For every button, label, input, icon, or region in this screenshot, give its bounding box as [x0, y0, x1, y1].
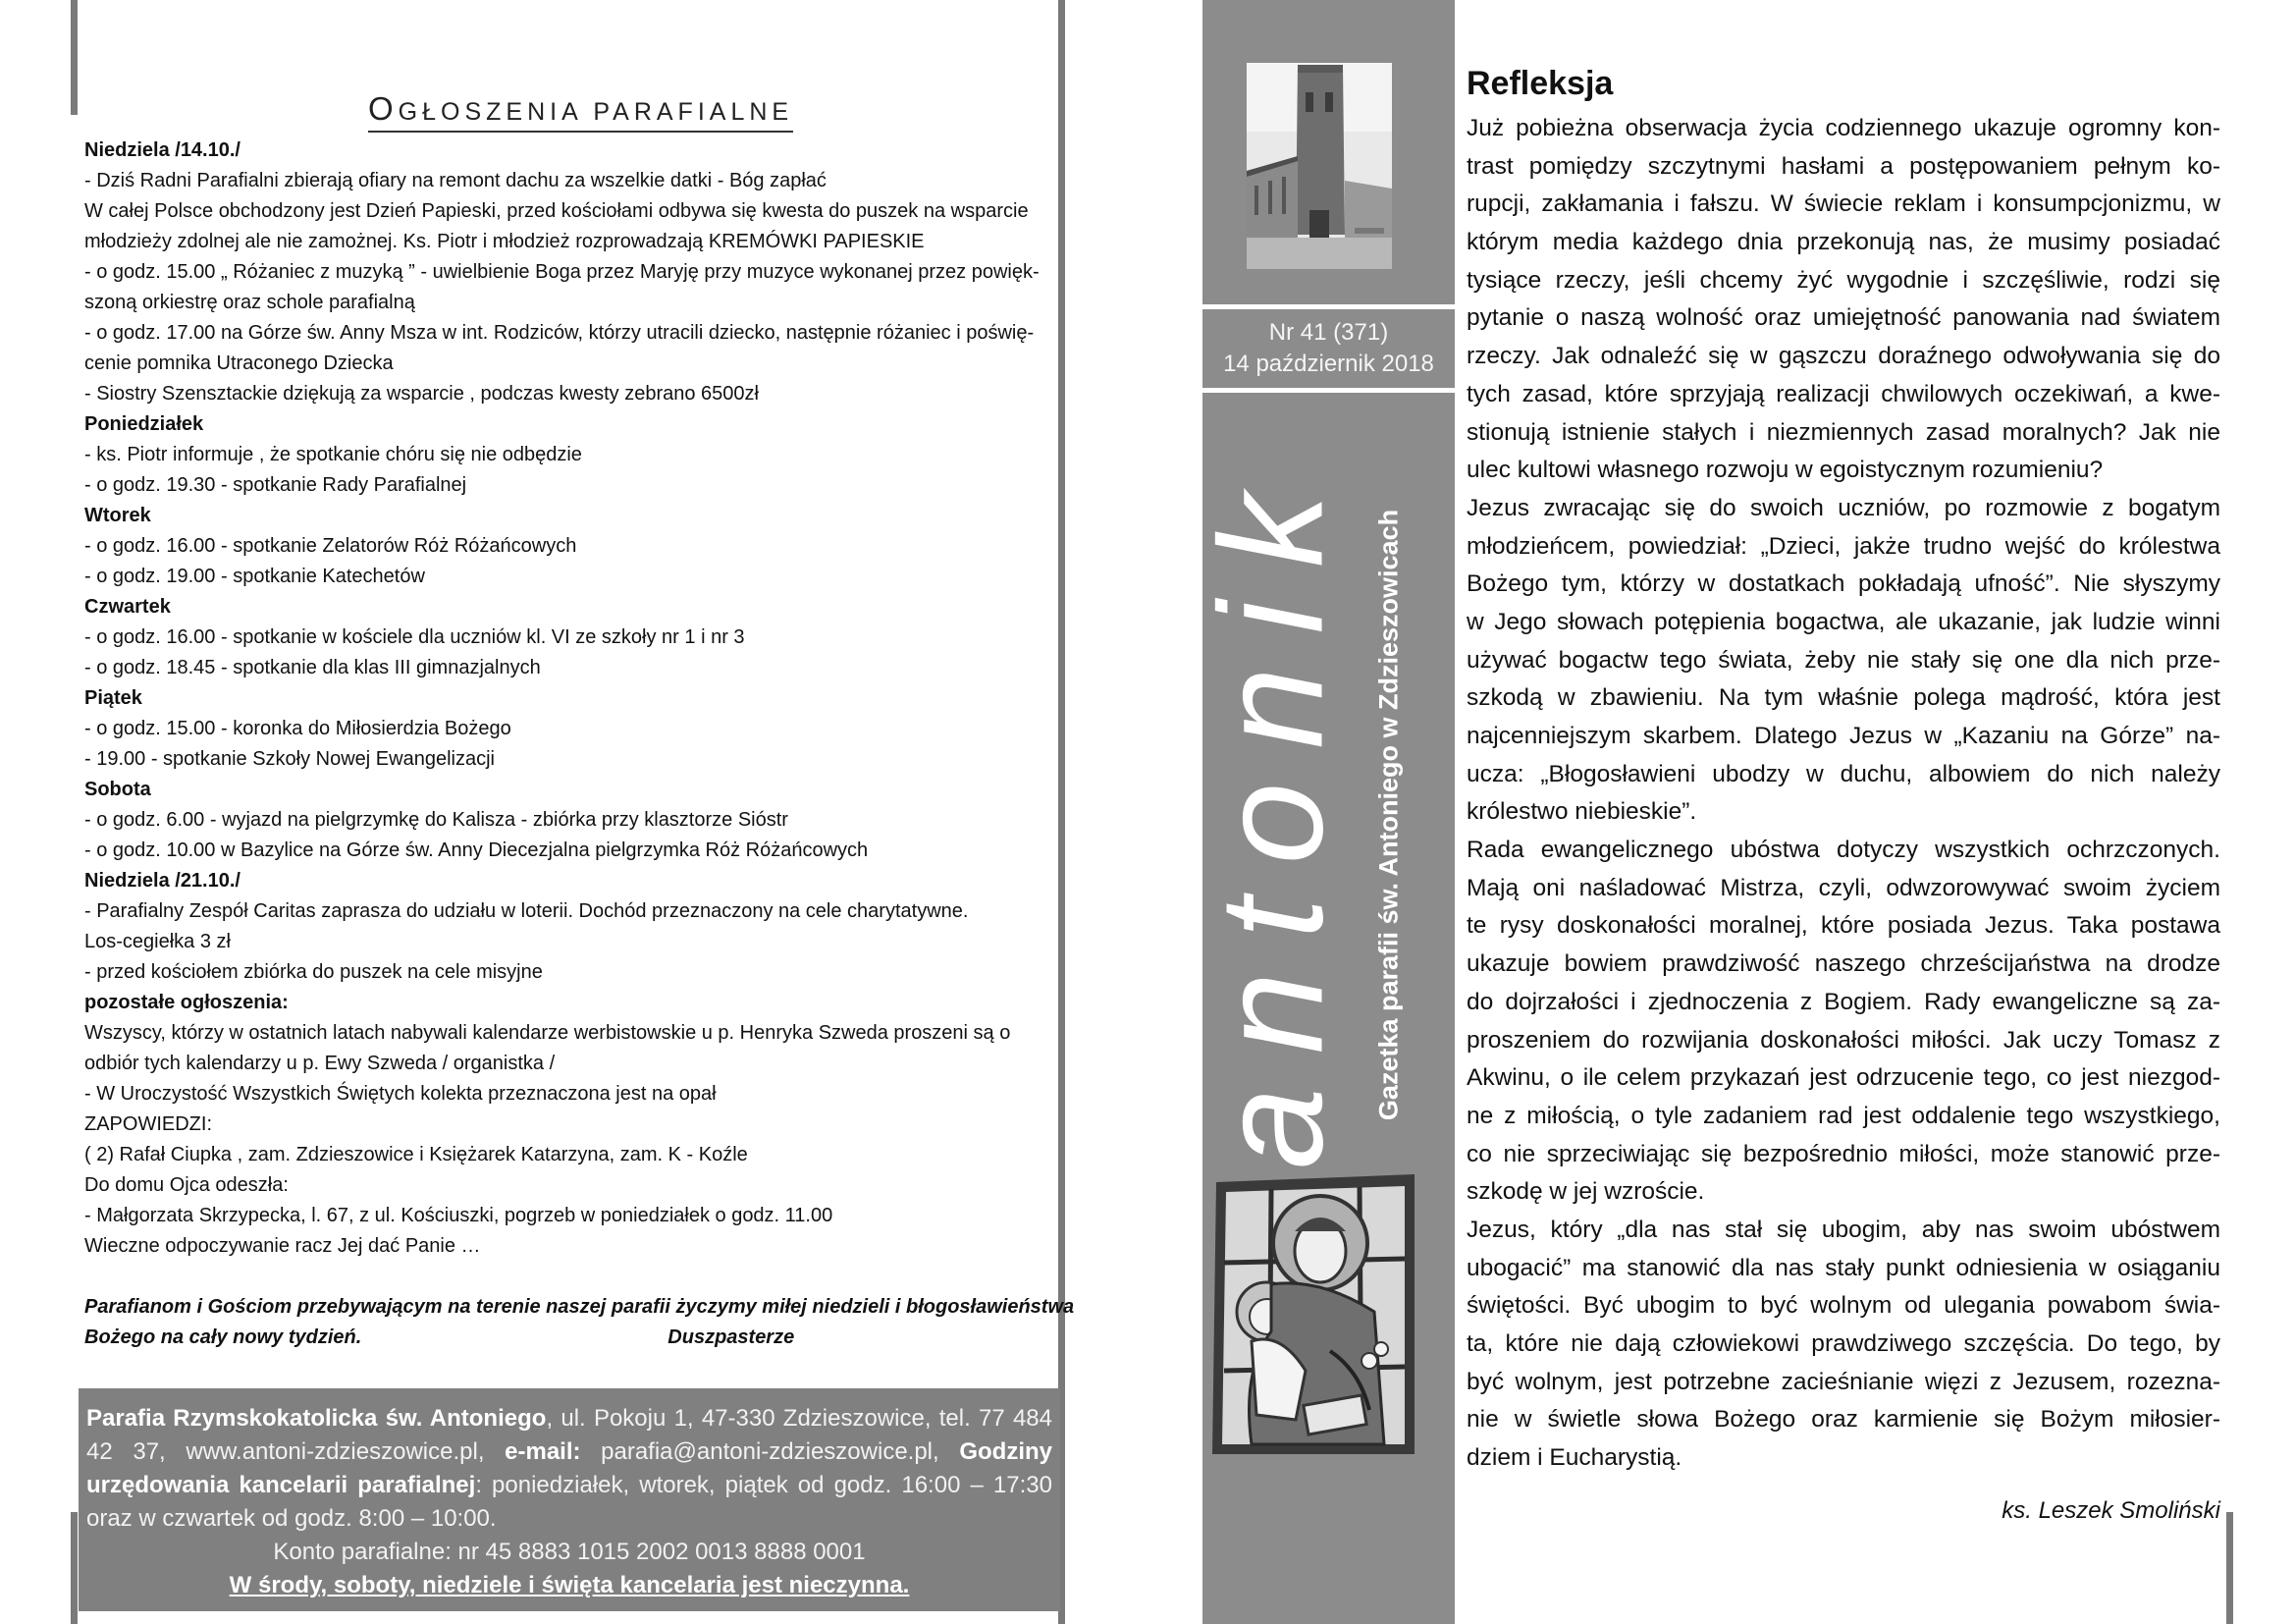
announcement-heading: pozostałe ogłoszenia:	[84, 992, 289, 1013]
parish-contact-box	[79, 1388, 1060, 1611]
announcement-line: odbiór tych kalendarzy u p. Ewy Szweda / organistka /	[84, 1053, 556, 1074]
reflection-title: Refleksja	[1467, 65, 1614, 102]
reflection-line: najcenniejszym skarbem. Dlatego Jezus w „Kazaniu na Górze” na-	[1467, 723, 2220, 749]
announcements-title-rest: GŁOSZENIA PARAFIALNE	[398, 98, 794, 126]
office-hours: : poniedziałek, wtorek, piątek od godz. 16:00 – 17:30 oraz w czwartek od godz. 8:00 – 10:00.	[86, 1472, 1052, 1532]
announcements-list	[84, 135, 1075, 1353]
announcement-line: ZAPOWIEDZI:	[84, 1113, 212, 1135]
announcement-line: - o godz. 16.00 - spotkanie w kościele dla uczniów kl. VI ze szkoły nr 1 i nr 3	[84, 626, 745, 648]
reflection-line: Akwinu, o ile celem przykazań jest odrzucenie tego, co jest niezgod-	[1467, 1064, 2220, 1092]
reflection-line: świętości. Być ubogim to być wolnym od ulegania powabom świa-	[1467, 1292, 2220, 1320]
reflection-author: ks. Leszek Smoliński	[2002, 1497, 2220, 1524]
reflection-line: ucza: „Błogosławieni ubodzy w duchu, albowiem do nich należy	[1467, 760, 2220, 787]
reflection-line: te rysy doskonałości moralnej, które posiada Jezus. Taka postawa	[1467, 912, 2220, 940]
announcement-line: Wszyscy, którzy w ostatnich latach nabywali kalendarze werbistowskie u p. Henryka Szweda proszeni są o	[84, 1022, 1011, 1044]
saint-anthony-image	[1212, 1174, 1418, 1454]
announcement-line: - 19.00 - spotkanie Szkoły Nowej Ewangelizacji	[84, 748, 495, 770]
reflection-line: Mają oni naśladować Mistrza, czyli, odwzorowywać swoim życiem	[1467, 874, 2220, 901]
announcement-line: - o godz. 10.00 w Bazylice na Górze św. Anny Diecezjalna pielgrzymka Róż Różańcowych	[84, 839, 869, 861]
church-photo	[1247, 63, 1392, 269]
office-closed-notice: W środy, soboty, niedziele i święta kancelaria jest nieczynna.	[229, 1572, 910, 1598]
reflection-line: Jezus, który „dla nas stał się ubogim, aby nas swoim ubóstwem	[1467, 1216, 2220, 1243]
announcement-line: - o godz. 19.30 - spotkanie Rady Parafialnej	[84, 474, 467, 496]
announcement-line: Wieczne odpoczywanie racz Jej dać Panie …	[84, 1235, 481, 1257]
announcement-line: - o godz. 18.45 - spotkanie dla klas III gimnazjalnych	[84, 657, 541, 678]
announcement-line: W całej Polsce obchodzony jest Dzień Papieski, przed kościołami odbywa się kwesta do puszek na wsparcie	[84, 200, 1029, 222]
announcement-line: - o godz. 16.00 - spotkanie Zelatorów Róż Różańcowych	[84, 535, 577, 557]
reflection-line: rupcji, zakłamania i fałszu. W świecie reklam i konsumpcjonizmu, w	[1467, 190, 2220, 218]
announcement-line: - o godz. 6.00 - wyjazd na pielgrzymkę do Kalisza - zbiórka przy klasztorze Sióstr	[84, 809, 788, 831]
reflection-line: Już pobieżna obserwacja życia codziennego ukazuje ogromny kon-	[1467, 115, 2220, 141]
announcement-line: - Dziś Radni Parafialni zbierają ofiary na remont dachu za wszelkie datki - Bóg zapłać	[84, 170, 827, 191]
parish-name: Parafia Rzymskokatolicka św. Antoniego	[86, 1405, 547, 1432]
masthead-subtitle	[1340, 471, 1438, 1159]
announcements-title	[368, 90, 793, 133]
reflection-line: ulec kultowi własnego rozwoju w egoistycznym rozumieniu?	[1467, 457, 2104, 484]
reflection-line: co nie sprzeciwiając się bezpośrednio miłości, może stanowić prze-	[1467, 1140, 2220, 1167]
reflection-line: do dojrzałości i zjednoczenia z Bogiem. Rady ewangeliczne są za-	[1467, 988, 2220, 1015]
parish-email: parafia@antoni-zdzieszowice.pl,	[580, 1438, 939, 1465]
reflection-line: Jezus zwracając się do swoich uczniów, po rozmowie z bogatym	[1467, 494, 2220, 521]
issue-number: Nr 41 (371)	[1268, 319, 1389, 346]
reflection-line: trast pomiędzy szczytnymi hasłami a postępowaniem pełnym ko-	[1467, 152, 2220, 180]
reflection-line: używać bogactw tego świata, żeby nie stały się one dla nich prze-	[1467, 646, 2220, 674]
reflection-line: tysiące rzeczy, jeśli chcemy żyć wygodnie i szczęśliwie, rodzi się	[1467, 266, 2220, 294]
reflection-line: Bożego tym, którzy w dostatkach pokładają ufność”. Nie słyszymy	[1467, 570, 2220, 598]
announcement-line: - ks. Piotr informuje , że spotkanie chóru się nie odbędzie	[84, 444, 582, 465]
email-label: e-mail:	[505, 1438, 581, 1465]
issue-date: 14 październik 2018	[1223, 351, 1434, 377]
reflection-line: nie w świetle słowa Bożego oraz karmienie się Bożym miłosier-	[1467, 1406, 2220, 1434]
announcement-line: ( 2) Rafał Ciupka , zam. Zdzieszowice i Księżarek Katarzyna, zam. K - Koźle	[84, 1144, 748, 1165]
masthead-title	[1188, 460, 1354, 1169]
reflection-line: pytanie o naszą wolność oraz umiejętność panowania nad światem	[1467, 304, 2220, 332]
reflection-line: ukazuje bowiem prawdziwość naszego chrześcijaństwa na drodze	[1467, 950, 2220, 978]
announcement-line: szoną orkiestrę oraz schole parafialną	[84, 292, 415, 313]
announcement-heading: Czwartek	[84, 596, 171, 618]
reflection-body	[1467, 110, 2220, 1478]
announcement-line: Los-cegiełka 3 zł	[84, 931, 231, 952]
announcement-line: - Siostry Szensztackie dziękują za wsparcie , podczas kwesty zebrano 6500zł	[84, 383, 759, 405]
reflection-line: rzeczy. Jak odnaleźć się w gąszczu doraźnego odwoływania się do	[1467, 343, 2220, 370]
office-hours-label: Godziny urzędowania kancelarii parafialnej	[86, 1438, 1053, 1498]
reflection-line: królestwo niebieskie”.	[1467, 798, 1697, 826]
reflection-line: w Jego słowach potępienia bogactwa, ale ukazanie, jak ludzie winni	[1467, 608, 2220, 635]
reflection-line: szkodę w jej wzroście.	[1467, 1178, 1705, 1206]
reflection-line: stionują istnienie stałych i niezmiennych zasad moralnych? Jak nie	[1467, 418, 2220, 446]
reflection-line: być wolnym, jest potrzebne zacieśnianie więzi z Jezusem, rozezna-	[1467, 1368, 2220, 1395]
reflection-line: proszeniem do rozwijania doskonałości miłości. Jak uczy Tomasz z	[1467, 1026, 2220, 1054]
wishes-line	[84, 1323, 1066, 1353]
announcement-heading: Niedziela /14.10./	[84, 139, 240, 161]
announcement-line: - przed kościołem zbiórka do puszek na cele misyjne	[84, 961, 543, 983]
announcement-heading: Sobota	[84, 779, 151, 800]
masthead-subtitle-text: Gazetka parafii św. Antoniego w Zdzieszowicach	[1373, 509, 1404, 1121]
announcement-line: - o godz. 19.00 - spotkanie Katechetów	[84, 566, 425, 587]
masthead-title-text: antonik	[1188, 460, 1354, 1169]
announcement-heading: Niedziela /21.10./	[84, 870, 240, 892]
announcement-line: - W Uroczystość Wszystkich Świętych kolekta przeznaczona jest na opał	[84, 1083, 717, 1105]
reflection-line: ubogacić” ma stanowić dla nas stały punkt odniesienia w osiąganiu	[1467, 1254, 2220, 1281]
announcement-line: - o godz. 17.00 na Górze św. Anny Msza w int. Rodziców, którzy utracili dziecko, następnie różaniec i poświę-	[84, 322, 1035, 344]
parish-contact-paragraph	[86, 1402, 1052, 1536]
announcement-line: - Małgorzata Skrzypecka, l. 67, z ul. Kościuszki, pogrzeb w poniedziałek o godz. 11.00	[84, 1205, 833, 1226]
announcement-line: cenie pomnika Utraconego Dziecka	[84, 352, 394, 374]
announcement-line: - Parafialny Zespół Caritas zaprasza do udziału w loterii. Dochód przeznaczony na cele charytatywne.	[84, 900, 969, 922]
reflection-line: Rada ewangelicznego ubóstwa dotyczy wszystkich ochrzczonych.	[1467, 837, 2220, 864]
left-margin-rule-bottom	[71, 1512, 78, 1624]
issue-info	[1202, 309, 1455, 388]
announcements-title-initial: O	[368, 90, 399, 127]
reflection-line: którym media każdego dnia przekonują nas, że musimy posiadać	[1467, 229, 2220, 256]
reflection-line: ne z miłością, o tyle zadaniem rad jest oddalenie tego wszystkiego,	[1467, 1102, 2220, 1129]
announcement-line: - o godz. 15.00 - koronka do Miłosierdzia Bożego	[84, 718, 511, 739]
announcement-heading: Poniedziałek	[84, 413, 204, 435]
announcement-line: Do domu Ojca odeszła:	[84, 1174, 289, 1196]
reflection-line: tych zasad, które sprzyjają realizacji chwilowych oczekiwań, a kwe-	[1467, 380, 2220, 407]
announcement-heading: Wtorek	[84, 505, 151, 526]
announcement-heading: Piątek	[84, 687, 142, 709]
announcement-line: młodzieży zdolnej ale nie zamożnej. Ks. Piotr i młodzież rozprowadzają KREMÓWKI PAPIESKIE	[84, 231, 925, 252]
parish-address: , ul. Pokoju 1, 47-330 Zdzieszowice, tel. 77 484 42 37, www.antoni-zdzieszowice.pl,	[86, 1405, 1052, 1465]
wishes-text: Bożego na cały nowy tydzień.	[84, 1326, 362, 1348]
reflection-line: dziem i Eucharystią.	[1467, 1444, 1682, 1472]
wishes-line: Parafianom i Gościom przebywającym na terenie naszej parafii życzymy miłej niedzieli i błogosławieństwa	[84, 1296, 1075, 1318]
announcement-line: - o godz. 15.00 „ Różaniec z muzyką ” - uwielbienie Boga przez Maryję przy muzyce wykonanej przez powięk-	[84, 261, 1040, 283]
reflection-line: szkodą w zbawieniu. Na tym właśnie polega mądrość, która jest	[1467, 684, 2220, 712]
bank-account: Konto parafialne: nr 45 8883 1015 2002 0013 8888 0001	[273, 1539, 866, 1565]
wishes-signature: Duszpasterze	[667, 1326, 795, 1348]
left-margin-rule-top	[71, 0, 78, 115]
reflection-line: młodzieńcem, powiedział: „Dzieci, jakże trudno wejść do królestwa	[1467, 532, 2220, 560]
right-margin-rule	[2226, 1512, 2233, 1624]
reflection-line: ta, które nie dają człowiekowi prawdziwego szczęścia. Do tego, by	[1467, 1330, 2220, 1357]
spacer	[84, 1262, 1066, 1292]
